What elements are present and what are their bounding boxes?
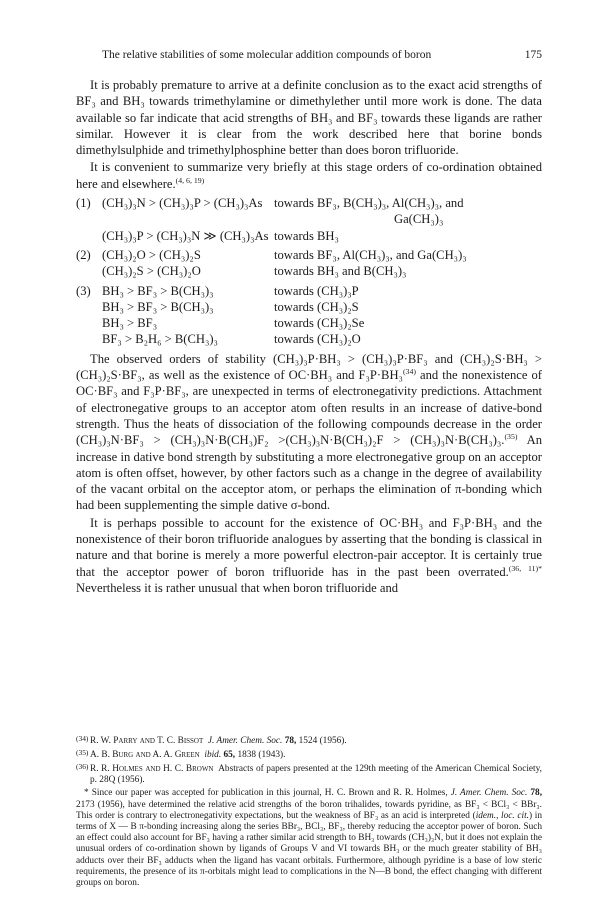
reference-36 bbox=[76, 761, 542, 786]
reference-number: (36) bbox=[76, 762, 89, 772]
body-text bbox=[76, 77, 542, 597]
order-sequence: (CH₃)₃P > (CH₃)₃N ≫ (CH₃)₃As bbox=[102, 228, 269, 243]
reference-volume: 78, bbox=[284, 735, 297, 746]
order-acceptors: towards BF₃, Al(CH₃)₃, and Ga(CH₃)₃ bbox=[274, 247, 467, 262]
order-acceptors: towards BH₃ bbox=[274, 228, 339, 243]
order-acceptors: towards BF₃, B(CH₃)₃, Al(CH₃)₃, and bbox=[274, 196, 464, 211]
order-group-1 bbox=[76, 195, 542, 244]
paragraph-2-text: It is convenient to summarize very briefly at this stage orders of co-ordination obtained here and elsewhere. bbox=[76, 160, 542, 191]
reference-pages: 1524 (1956). bbox=[298, 735, 347, 746]
group-number: (3) bbox=[76, 283, 91, 298]
order-sequence: (CH₃)₃N > (CH₃)₃P > (CH₃)₃As bbox=[102, 196, 263, 211]
citation: (34) bbox=[402, 367, 416, 377]
star-footnote bbox=[76, 788, 542, 889]
reference-journal: J. Amer. Chem. Soc. bbox=[207, 735, 283, 746]
paragraph-3-text-a: The observed orders of stability (CH₃)₃P·BH₃ > (CH₃)₃P·BF₃ and (CH₃)₂S·BH₃ > (CH₃)₂S·BF₃, as well as the existence of OC·BH₃ and F₃P·BH₃ bbox=[76, 351, 542, 383]
coordination-orders bbox=[76, 195, 542, 348]
running-title: The relative stabilities of some molecular addition compounds of boron bbox=[102, 49, 432, 61]
citation: (36, 11)* bbox=[508, 563, 543, 573]
order-sequence: (CH₃)₂O > (CH₃)₂S bbox=[102, 247, 201, 262]
reference-source: Abstracts of papers presented at the 129th meeting of the American Chemical Society, p. 28Q (1956). bbox=[90, 763, 542, 786]
reference-volume: 65, bbox=[223, 749, 236, 760]
group-number: (2) bbox=[76, 247, 91, 262]
order-acceptors-cont: Ga(CH₃)₃ bbox=[394, 212, 444, 227]
order-group-3 bbox=[76, 283, 542, 348]
running-header bbox=[76, 49, 542, 61]
paragraph-4 bbox=[76, 515, 542, 596]
footnote-text-c: ) in terms of X — B π-bonding increasing along the series BBr₃, BCl₃, BF₃, thereby reducing the acceptor power of boron. Such an effect could also account for BF₃ having a rather similar acid strength to BH₃ towards (CH₃)₃N, but it does not explain the unusual orders of co-ordination shown by ligands of Groups V and VI towards BH₃ or the much greater stability of BH₃ adducts over their BF₃ adducts when the ligand has vacant orbitals. Furthermore, although pyridine is a base of low steric requirements, the presence of its π-orbitals might lead to complications in the N—B bond, the effect changing with different groups on boron. bbox=[76, 810, 542, 889]
paragraph-4-text-a: It is perhaps possible to account for the existence of OC·BH₃ and F₃P·BH₃ and the nonexistence of their boron trifluoride analogues by asserting that the bonding is classical in nature and that borine is merely a more powerful electron-pair acceptor. It is certainly true that the acceptor power of boron trifluoride has in the past been overrated. bbox=[76, 515, 542, 579]
paragraph-2 bbox=[76, 159, 542, 192]
footnote-ibid: idem., loc. cit. bbox=[475, 810, 530, 821]
paragraph-4-text-b: Nevertheless it is rather unusual that when boron trifluoride and bbox=[76, 580, 399, 595]
order-acceptors: towards (CH₃)₂O bbox=[274, 332, 361, 347]
order-group-2 bbox=[76, 247, 542, 280]
order-acceptors: towards (CH₃)₃P bbox=[274, 283, 359, 298]
order-sequence: BH₃ > BF₃ bbox=[102, 316, 158, 331]
order-sequence: BH₃ > BF₃ > B(CH₃)₃ bbox=[102, 299, 214, 314]
footnotes bbox=[76, 733, 542, 889]
order-sequence: BF₃ > B₂H₆ > B(CH₃)₃ bbox=[102, 332, 218, 347]
reference-authors: R. W. Parry and T. C. Bissot bbox=[90, 735, 204, 746]
page-number: 175 bbox=[524, 49, 542, 61]
group-number: (1) bbox=[76, 196, 91, 211]
order-sequence: (CH₃)₂S > (CH₃)₂O bbox=[102, 264, 201, 279]
reference-number: (35) bbox=[76, 748, 89, 758]
reference-pages: 1838 (1943). bbox=[237, 749, 286, 760]
paragraph-3 bbox=[76, 351, 542, 514]
reference-35 bbox=[76, 747, 542, 761]
reference-authors: R. R. Holmes and H. C. Brown bbox=[90, 763, 214, 774]
reference-34 bbox=[76, 733, 542, 747]
footnote-volume: 78, bbox=[530, 788, 543, 799]
order-acceptors: towards (CH₃)₂Se bbox=[274, 316, 365, 331]
order-sequence: BH₃ > BF₃ > B(CH₃)₃ bbox=[102, 283, 214, 298]
order-acceptors: towards (CH₃)₂S bbox=[274, 299, 359, 314]
order-acceptors: towards BH₃ and B(CH₃)₃ bbox=[274, 264, 407, 279]
citation: (4, 6, 19) bbox=[175, 175, 205, 185]
citation: (35) bbox=[504, 432, 518, 442]
paragraph-3-text-c: An increase in dative bond strength by substituting a more electronegative group on an acceptor atom is often offset, however, by other factors such as a change in the degree of availability of the vacant orbital on the acceptor atom, or perhaps the elimination of π-bonding which had been supplementing the simple dative σ-bond. bbox=[76, 433, 542, 513]
paragraph-1: It is probably premature to arrive at a definite conclusion as to the exact acid strengths of BF₃ and BH₃ towards trimethylamine or dimethylether until more work is done. The data available so far indicate that acid strengths of BH₃ and BF₃ towards these ligands are rather similar. However it is clear from the work described here that borine bonds dimethylsulphide and trimethylphosphine better than does boron trifluoride. bbox=[76, 78, 542, 158]
footnote-text-b: 2173 (1956), have determined the relative acid strengths of the boron trihalides, towards pyridine, as BF₃ < BCl₃ < BBr₃. This order is contrary to electronegativity expectations, but the weakness of BF₃ as an acid is interpreted ( bbox=[76, 799, 542, 821]
reference-authors: A. B. Burg and A. A. Green bbox=[90, 749, 200, 760]
footnote-text-a: * Since our paper was accepted for publication in this journal, H. C. Brown and R. R. Holmes, bbox=[84, 788, 448, 799]
footnote-journal: J. Amer. Chem. Soc. bbox=[450, 788, 528, 799]
paragraph-3-text-b: and the nonexistence of OC·BF₃ and F₃P·BF₃, are unexpected in terms of electronegativity predictions. Attachment of electronegative groups to an acceptor atom often results in an increase of dative-bond strength. Thus the heats of dissociation of the following compounds decrease in the order (CH₃)₃N·BF₃ > (CH₃)₃N·B(CH₃)F₂ >(CH₃)₃N·B(CH₃)₂F > (CH₃)₃N·B(CH₃)₃. bbox=[76, 368, 542, 448]
reference-number: (34) bbox=[76, 734, 89, 743]
reference-journal: ibid. bbox=[204, 749, 222, 760]
